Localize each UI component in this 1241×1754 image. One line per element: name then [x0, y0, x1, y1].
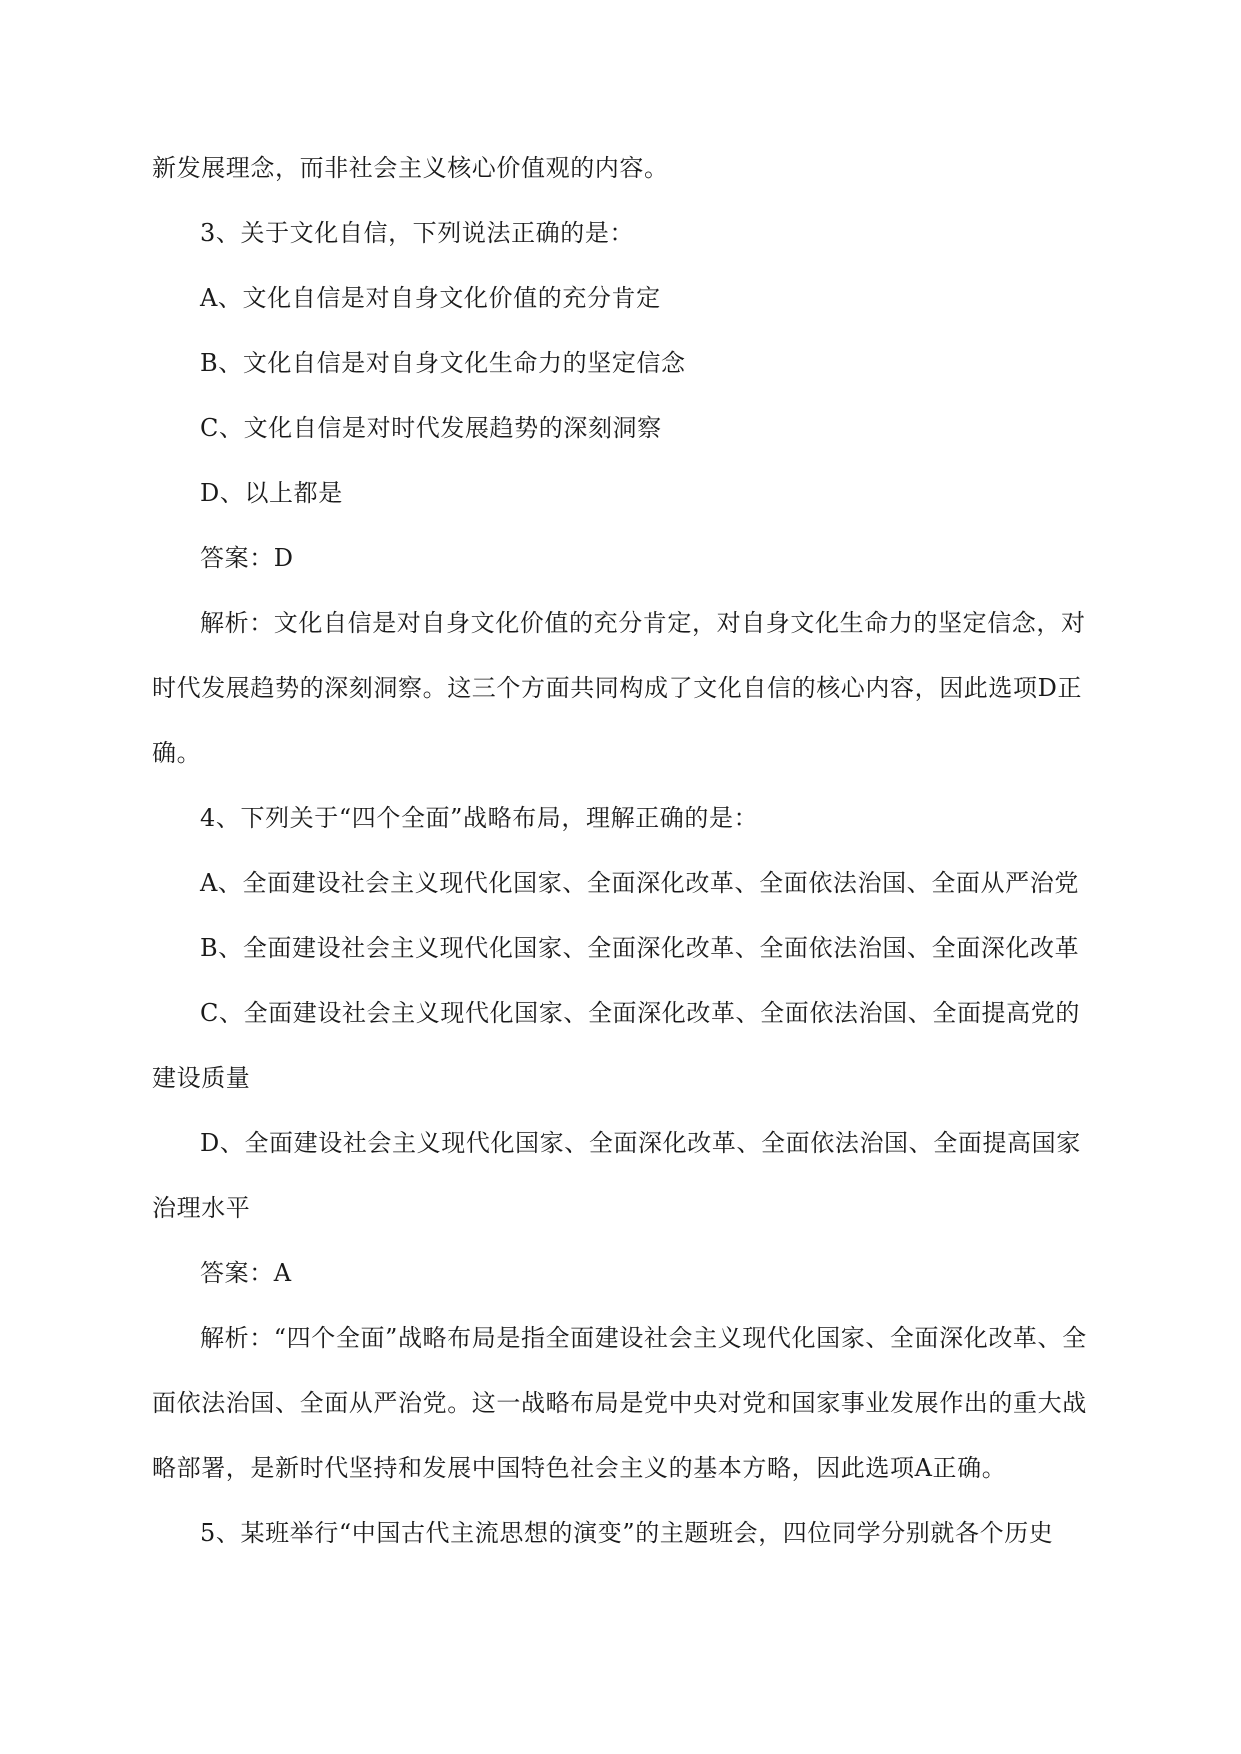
- paragraph-continuation: 新发展理念，而非社会主义核心价值观的内容。: [152, 154, 669, 182]
- question-5: 5、某班举行“中国古代主流思想的演变”的主题班会，四位同学分别就各个历史: [200, 1519, 1054, 1547]
- question-4: 4、下列关于“四个全面”战略布局，理解正确的是：: [200, 804, 759, 832]
- question-3-option-c: C、文化自信是对时代发展趋势的深刻洞察: [200, 414, 662, 442]
- question-3-explanation: 解析：文化自信是对自身文化价值的充分肯定，对自身文化生命力的坚定信念，对时代发展趋势的深刻洞察。这三个方面共同构成了文化自信的核心内容，因此选项D正确。: [152, 609, 1086, 767]
- question-3-option-a: A、文化自信是对自身文化价值的充分肯定: [200, 284, 661, 312]
- document-body: [152, 136, 1092, 1566]
- question-3-option-d: D、以上都是: [200, 479, 343, 507]
- question-4-answer: 答案：A: [200, 1259, 292, 1287]
- question-3-option-b: B、文化自信是对自身文化生命力的坚定信念: [200, 349, 686, 377]
- question-3-answer: 答案：D: [200, 544, 294, 572]
- question-3: 3、关于文化自信，下列说法正确的是：: [200, 219, 635, 247]
- question-4-option-b: B、全面建设社会主义现代化国家、全面深化改革、全面依法治国、全面深化改革: [200, 934, 1080, 962]
- question-4-option-c: C、全面建设社会主义现代化国家、全面深化改革、全面依法治国、全面提高党的建设质量: [152, 999, 1080, 1092]
- question-4-option-d: D、全面建设社会主义现代化国家、全面深化改革、全面依法治国、全面提高国家治理水平: [152, 1129, 1081, 1222]
- question-4-option-a: A、全面建设社会主义现代化国家、全面深化改革、全面依法治国、全面从严治党: [200, 869, 1079, 897]
- question-4-explanation: 解析：“四个全面”战略布局是指全面建设社会主义现代化国家、全面深化改革、全面依法治国、全面从严治党。这一战略布局是党中央对党和国家事业发展作出的重大战略部署，是新时代坚持和发展中国特色社会主义的基本方略，因此选项A正确。: [152, 1324, 1087, 1482]
